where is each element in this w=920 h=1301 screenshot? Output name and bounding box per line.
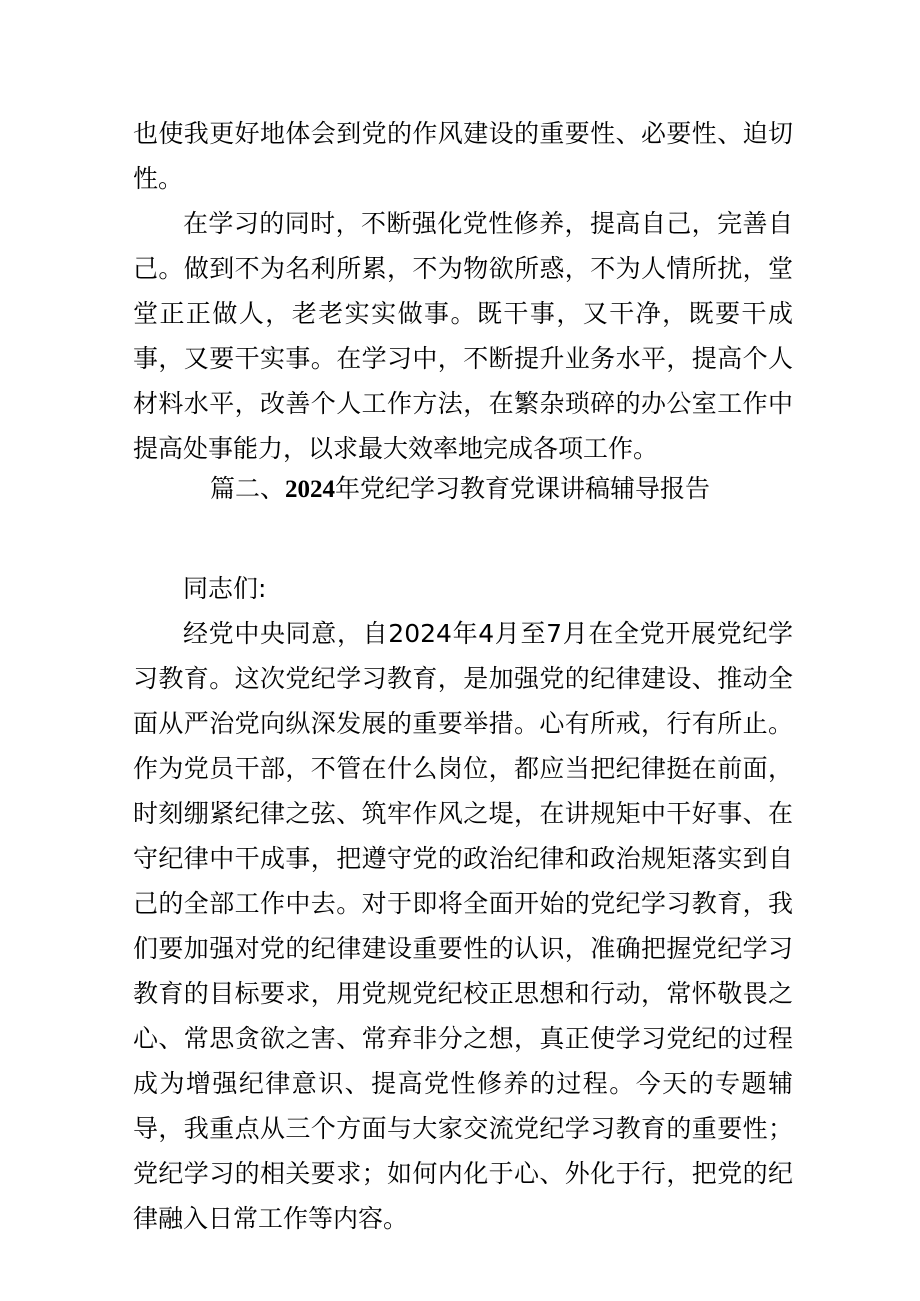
section-one: [133, 111, 793, 471]
self-cultivation-paragraph: 在学习的同时，不断强化党性修养，提高自己，完善自己。做到不为名利所累，不为物欲所惑，不为人情所扰，堂堂正正做人，老老实实做事。既干事，又干净，既要干成事，又要干实事。在学习中，不断提升业务水平，提高个人材料水平，改善个人工作方法，在繁杂琐碎的办公室工作中提高处事能力，以求最大效率地完成各项工作。: [133, 209, 793, 463]
heading-year: 2024: [285, 476, 335, 503]
salutation: 同志们:: [183, 574, 267, 603]
heading-prefix: 篇二、: [209, 474, 285, 503]
heading-title: 年党纪学习教育党课讲稿辅导报告: [335, 474, 711, 503]
section-two: [133, 566, 793, 1241]
continuation-paragraph: 也使我更好地体会到党的作风建设的重要性、必要性、迫切性。: [133, 119, 793, 193]
speech-body-paragraph: 经党中央同意，自2024年4月至7月在全党开展党纪学习教育。这次党纪学习教育，是加强党的纪律建设、推动全面从严治党向纵深发展的重要举措。心有所戒，行有所止。作为党员干部，不管在什么岗位，都应当把纪律挺在前面，时刻绷紧纪律之弦、筑牢作风之堤，在讲规矩中干好事、在守纪律中干成事，把遵守党的政治纪律和政治规矩落实到自己的全部工作中去。对于即将全面开始的党纪学习教育，我们要加强对党的纪律建设重要性的认识，准确把握党纪学习教育的目标要求，用党规党纪校正思想和行动，常怀敬畏之心、常思贪欲之害、常弃非分之想，真正使学习党纪的过程成为增强纪律意识、提高党性修养的过程。今天的专题辅导，我重点从三个方面与大家交流党纪学习教育的重要性；党纪学习的相关要求；如何内化于心、外化于行，把党的纪律融入日常工作等内容。: [133, 619, 793, 1233]
section-heading: [0, 466, 920, 512]
